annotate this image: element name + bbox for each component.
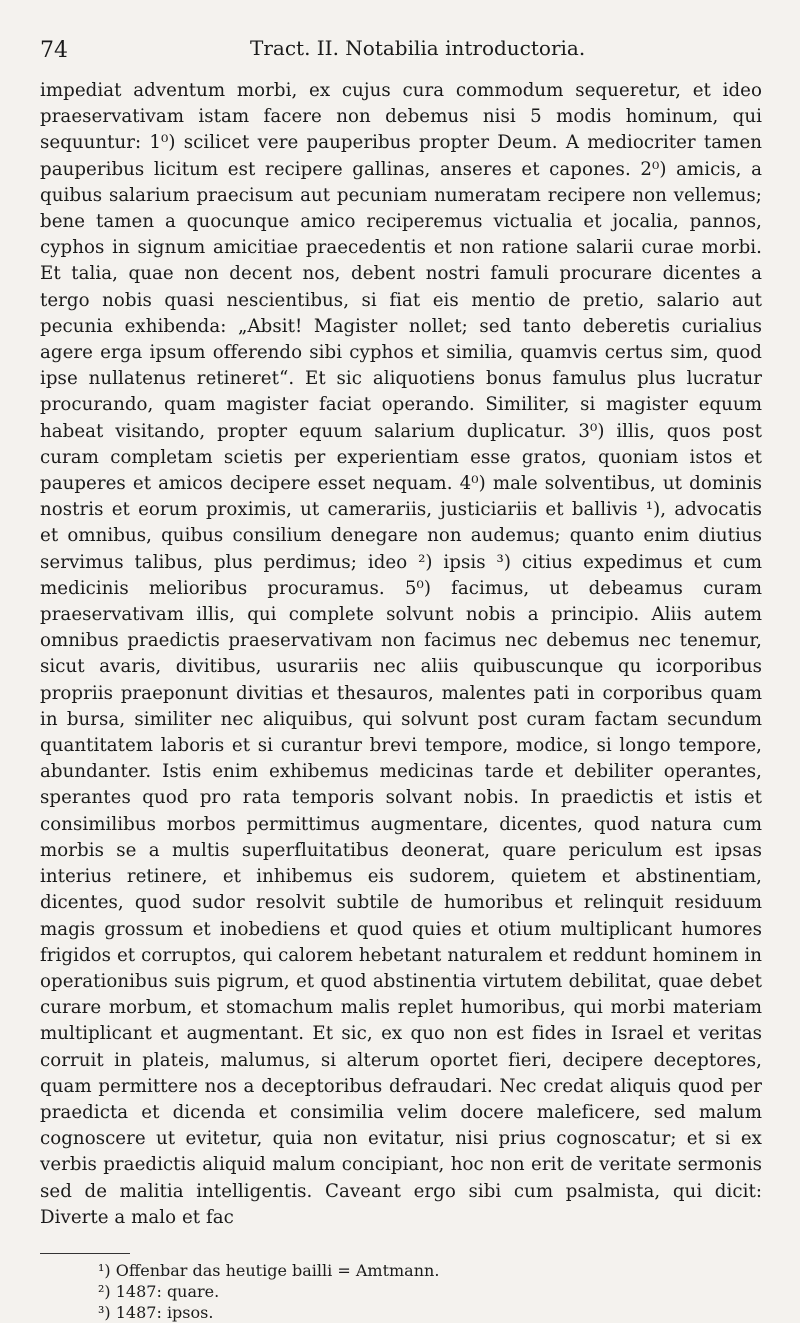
footnotes bbox=[40, 1260, 762, 1323]
body-text bbox=[40, 78, 762, 1231]
page-number: 74 bbox=[40, 38, 68, 63]
footnote-1: ¹) Offenbar das heutige bailli = Amtmann. bbox=[98, 1260, 440, 1280]
running-title: Tract. II. Notabilia introductoria. bbox=[250, 36, 586, 60]
page-header bbox=[40, 30, 762, 70]
footnote-divider bbox=[40, 1253, 130, 1254]
body-paragraph: impediat adventum morbi, ex cujus cura commodum sequeretur, et ideo praeservativam istam facere non debemus nisi 5 modis hominum, qui sequuntur: 1⁰) scilicet vere pauperibus propter Deum. A mediocriter tamen pauperibus licitum est recipere gallinas, anseres et capones. 2⁰) amicis, a quibus salarium praecisum aut pecuniam numeratam recipere non vellemus; bene tamen a quocunque amico reciperemus victualia et jocalia, pannos, cyphos in signum amicitiae praecedentis et non ratione salarii curae morbi. Et talia, quae non decent nos, debent nostri famuli procurare dicentes a tergo nobis quasi nescientibus, si fiat eis mentio de pretio, salario aut pecunia exhibenda: „Absit! Magister nollet; sed tanto deberetis curialius agere erga ipsum offerendo sibi cyphos et similia, quamvis certus sim, quod ipse nullatenus retineret“. Et sic aliquotiens bonus famulus plus lucratur procurando, quam magister faciat operando. Similiter, si magister equum habeat visitando, propter equum salarium duplicatur. 3⁰) illis, quos post curam completam scietis per experientiam esse gratos, quoniam istos et pauperes et amicos decipere esset nequam. 4⁰) male solventibus, ut dominis nostris et eorum proximis, ut camerariis, justiciariis et ballivis ¹), advocatis et omnibus, quibus consilium denegare non audemus; quanto enim diutius servimus talibus, plus perdimus; ideo ²) ipsis ³) citius expedimus et cum medicinis melioribus procuramus. 5⁰) facimus, ut debeamus curam praeservativam illis, qui complete solvunt nobis a principio. Aliis autem omnibus praedictis praeservativam non facimus nec debemus nec tenemur, sicut avaris, divitibus, usurariis nec aliis quibuscunque qu icorporibus propriis praeponunt divitias et thesauros, malentes pati in corporibus quam in bursa, similiter nec aliquibus, qui solvunt post curam factam secundum quantitatem laboris et si curantur brevi tempore, modice, si longo tempore, abundanter. Istis enim exhibemus medicinas tarde et debiliter operantes, sperantes quod pro rata temporis solvant nobis. In praedictis et istis et consimilibus morbos permittimus augmentare, dicentes, quod natura cum morbis se a multis superfluitatibus deonerat, quare periculum est ipsas interius retinere, et inhibemus eis sudorem, quietem et abstinentiam, dicentes, quod sudor resolvit subtile de humoribus et relinquit residuum magis grossum et inobediens et quod quies et otium multiplicant humores frigidos et corruptos, qui calorem hebetant naturalem et reddunt hominem in operationibus suis pigrum, et quod abstinentia virtutem debilitat, quae debet curare morbum, et stomachum malis replet humoribus, qui morbi materiam multiplicant et augmentant. Et sic, ex quo non est fides in Israel et veritas corruit in plateis, malumus, si alterum oportet fieri, decipere deceptores, quam permittere nos a deceptoribus defraudari. Nec credat aliquis quod per praedicta et dicenda et consimilia velim docere maleficere, sed malum cognoscere ut evitetur, quia non evitatur, nisi prius cognoscatur; et si ex verbis praedictis aliquid malum concipiant, hoc non erit de veritate sermonis sed de malitia intelligentis. Caveant ergo sibi cum psalmista, qui dicit: Diverte a malo et fac bbox=[40, 80, 762, 1228]
footnote-3: ³) 1487: ipsos. bbox=[98, 1302, 214, 1322]
footnote-2: ²) 1487: quare. bbox=[98, 1281, 220, 1301]
